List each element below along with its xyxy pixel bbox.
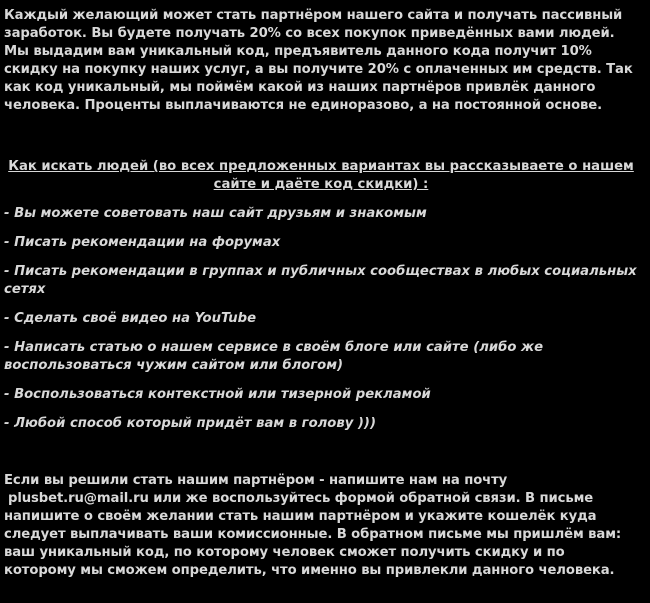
list-item: - Писать рекомендации на форумах: [4, 235, 281, 250]
list-item: - Вы можете советовать наш сайт друзьям и знакомым: [4, 206, 427, 221]
contact-instructions: или же воспользуйтесь формой обратной связи. В письме напишите о своём желании стать нашим партнёром и укажите кошелёк куда следует выплачивать ваши комиссионные. В обратном письме мы пришлём вам: ваш уникальный код, по которому человек сможет получить скидку и по которому мы сможем определить, что именно вы привлекли данного человека.: [4, 491, 622, 578]
contact-paragraph: [4, 472, 638, 580]
intro-paragraph: Каждый желающий может стать партнёром нашего сайта и получать пассивный заработок. Вы будете получать 20% со всех покупок приведённых вами людей. Мы выдадим вам уникальный код, предъявитель данного кода получит 10% скидку на покупку наших услуг, а вы получите 20% с оплаченных им средств. Так как код уникальный, мы поймём какой из наших партнёров привлёк данного человека. Проценты выплачиваются не единоразово, а на постоянной основе.: [4, 8, 633, 113]
list-item: - Написать статью о нашем сервисе в своём блоге или сайте (либо же воспользоваться чужим сайтом или блогом): [4, 340, 544, 373]
list-item: - Воспользоваться контекстной или тизерной рекламой: [4, 387, 431, 402]
contact-line: Если вы решили стать нашим партнёром - напишите нам на почту: [4, 473, 508, 488]
email-address[interactable]: plusbet.ru@mail.ru: [8, 491, 149, 506]
ways-list: [4, 205, 638, 433]
list-item: - Любой способ который придёт вам в голову ))): [4, 416, 376, 431]
howto-heading: Как искать людей (во всех предложенных вариантах вы рассказываете о нашем сайте и даёте код скидки) :: [8, 159, 634, 192]
list-item: - Писать рекомендации в группах и публичных сообществах в любых социальных сетях: [4, 264, 637, 297]
list-item: - Сделать своё видео на YouTube: [4, 311, 257, 326]
